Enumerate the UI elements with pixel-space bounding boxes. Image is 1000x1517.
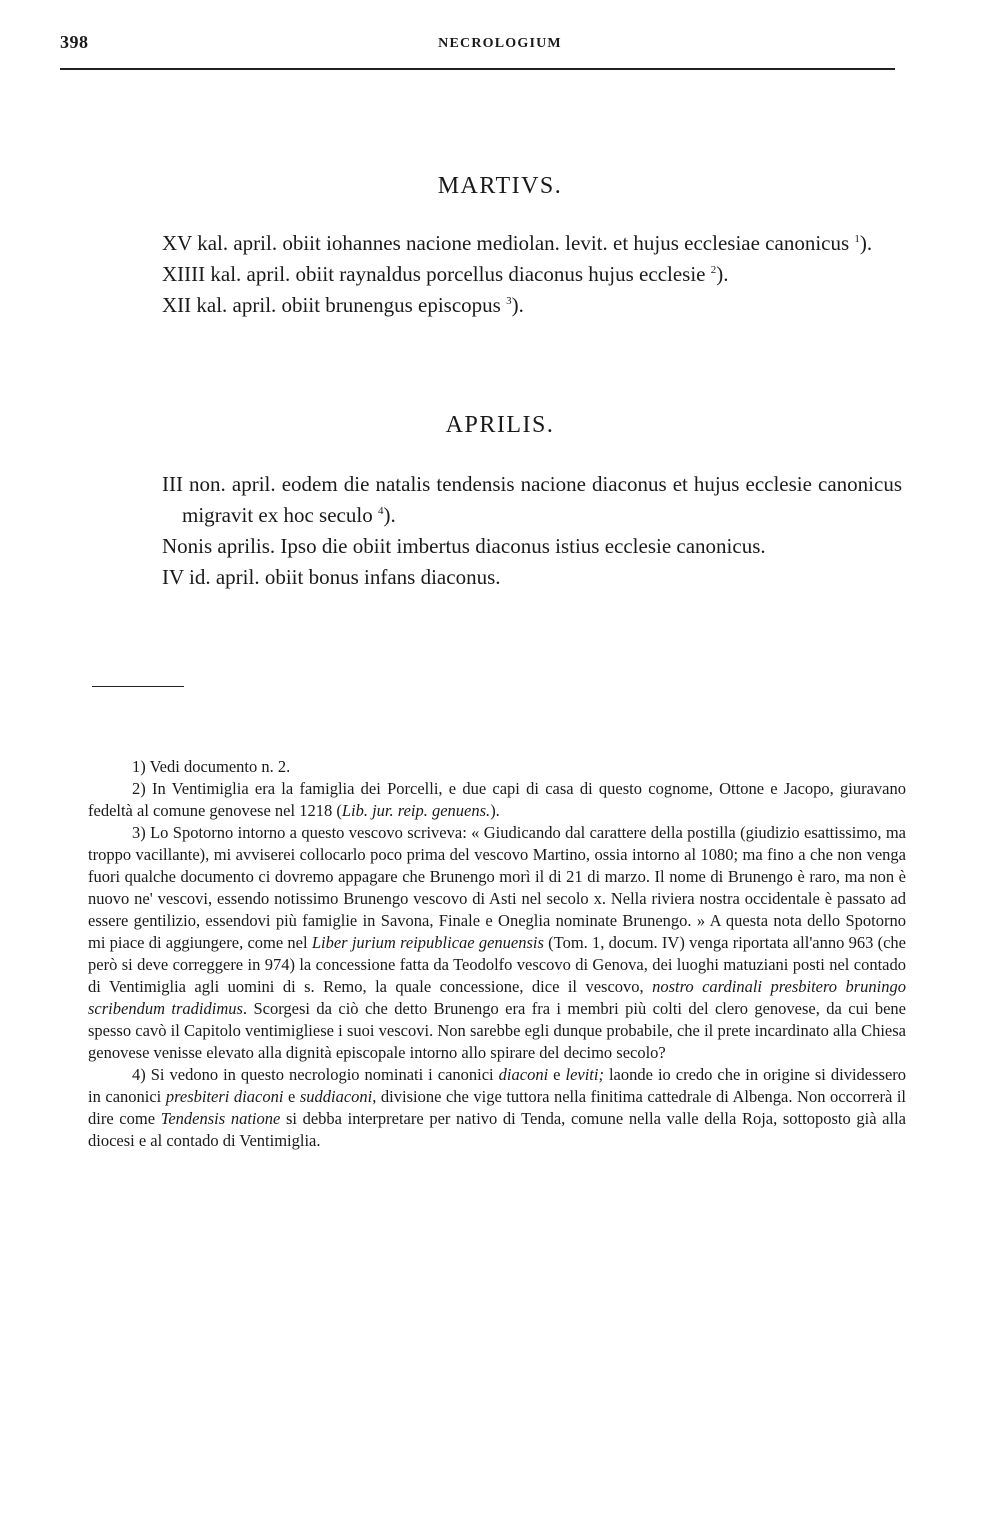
footnote-italic: Liber jurium reipublicae genuensis [311, 933, 544, 952]
note-ref: 3 [506, 295, 512, 307]
footnote-1: 1) Vedi documento n. 2. [132, 757, 291, 776]
footnote-italic: Tendensis natione [160, 1109, 281, 1128]
entry-text: XIIII kal. april. obiit raynaldus porcellus diaconus hujus ecclesie [162, 262, 706, 286]
page-number: 398 [60, 32, 89, 52]
note-ref: 2 [710, 264, 717, 276]
martius-entries [162, 228, 902, 321]
entry-tail: ). [383, 503, 396, 527]
footnote-italic: nostro cardinali presbitero bruningo scribendum tradidimus [88, 977, 906, 1018]
entry [162, 259, 902, 290]
footnote-italic: suddiaconi [299, 1087, 373, 1106]
footnote-text: (Tom. 1, docum. IV) venga riportata all'anno 963 (che però si deve correggere in 974) la concessione fatta da Teodolfo vescovo di Genova, dei luoghi matuziani posti nel contado di Ventimiglia agli uomini di s. Remo, la quale concessione, dice il vescovo, [88, 933, 906, 996]
aprilis-entries [162, 469, 902, 593]
entry-tail: ). [511, 293, 524, 317]
entry-text: III non. april. eodem die natalis tendensis nacione diaconus et hujus ecclesie canonicus migravit ex hoc seculo [162, 472, 902, 527]
note-ref: 1 [854, 233, 860, 245]
entry-tail: ). [716, 262, 729, 286]
entry-text: Nonis aprilis. Ipso die obiit imbertus diaconus istius ecclesie canonicus. [162, 534, 766, 558]
entry [162, 290, 902, 321]
footnote-text: si debba interpretare per nativo di Tenda, comune nella valle della Roja, sottoposto già alla diocesi e al contado di Ventimiglia. [88, 1109, 906, 1150]
footnote-text: ). [490, 801, 500, 820]
note-ref: 4 [377, 505, 384, 517]
footnote-rule [92, 686, 184, 687]
footnotes [88, 756, 906, 1152]
footnote-2 [88, 778, 906, 822]
footnote-text: 4) Si vedono in questo necrologio nominati i canonici [132, 1065, 499, 1084]
entry-text: XII kal. april. obiit brunengus episcopus [162, 293, 501, 317]
footnote-italic: Lib. jur. reip. genuens. [341, 801, 491, 820]
entry [162, 469, 902, 531]
footnote-4 [88, 1064, 906, 1152]
section-title-martius: MARTIVS. [437, 173, 563, 199]
header-rule [60, 68, 895, 70]
entry [162, 562, 902, 593]
running-title: NECROLOGIUM [438, 36, 562, 51]
footnote-text: e [283, 1087, 300, 1106]
footnote-text: 2) In Ventimiglia era la famiglia dei Porcelli, e due capi di casa di questo cognome, Ottone e Jacopo, giuravano fedeltà al comune genovese nel 1218 ( [88, 779, 906, 820]
footnote-text: . Scorgesi da ciò che detto Brunengo era fra i membri più colti del clero genovese, da cui bene spesso cavò il Capitolo ventimigliese i suoi vescovi. Non sarebbe egli dunque probabile, che il prete incardinato alla Chiesa genovese venisse elevato alla dignità episcopale intorno allo spirare del decimo secolo? [88, 999, 906, 1062]
entry [162, 531, 902, 562]
footnote-text: laonde io credo che in origine si dividessero in canonici [88, 1065, 907, 1106]
entry-tail: ). [859, 231, 873, 255]
footnote-text: 3) Lo Spotorno intorno a questo vescovo scriveva: « Giudicando dal carattere della postilla (giudizio esattissimo, ma troppo vacillante), mi avviserei collocarlo poco prima del vescovo Martino, ossia intorno al 1080; ma fino a che non venga fuori qualche documento ci dovremo appagare che Brunengo morì il di 21 di marzo. Il nome di Brunengo è raro, ma non è nuovo ne' vescovi, essendo notissimo Brunengo vescovo di Asti nel secolo x. Nella riviera nostra occidentale è passato ad essere gentilizio, essendovi più famiglie in Savona, Finale e Oneglia nominate Brunengo. » A questa nota dello Spotorno mi piace di aggiungere, come nel [88, 823, 906, 952]
entry [162, 228, 902, 259]
footnote-3 [88, 822, 906, 1064]
footnote-text: e [548, 1065, 566, 1084]
footnote-italic: diaconi [498, 1065, 549, 1084]
section-title-aprilis: APRILIS. [445, 412, 555, 438]
footnote-italic: leviti; [565, 1065, 604, 1084]
footnote-italic: presbiteri diaconi [165, 1087, 284, 1106]
entry-text: XV kal. april. obiit iohannes nacione mediolan. levit. et hujus ecclesiae canonicus [162, 231, 850, 255]
footnote-text: , divisione che vige tuttora nella finitima cattedrale di Albenga. Non occorrerà il dire come [88, 1087, 906, 1128]
entry-text: IV id. april. obiit bonus infans diaconus. [162, 565, 501, 589]
